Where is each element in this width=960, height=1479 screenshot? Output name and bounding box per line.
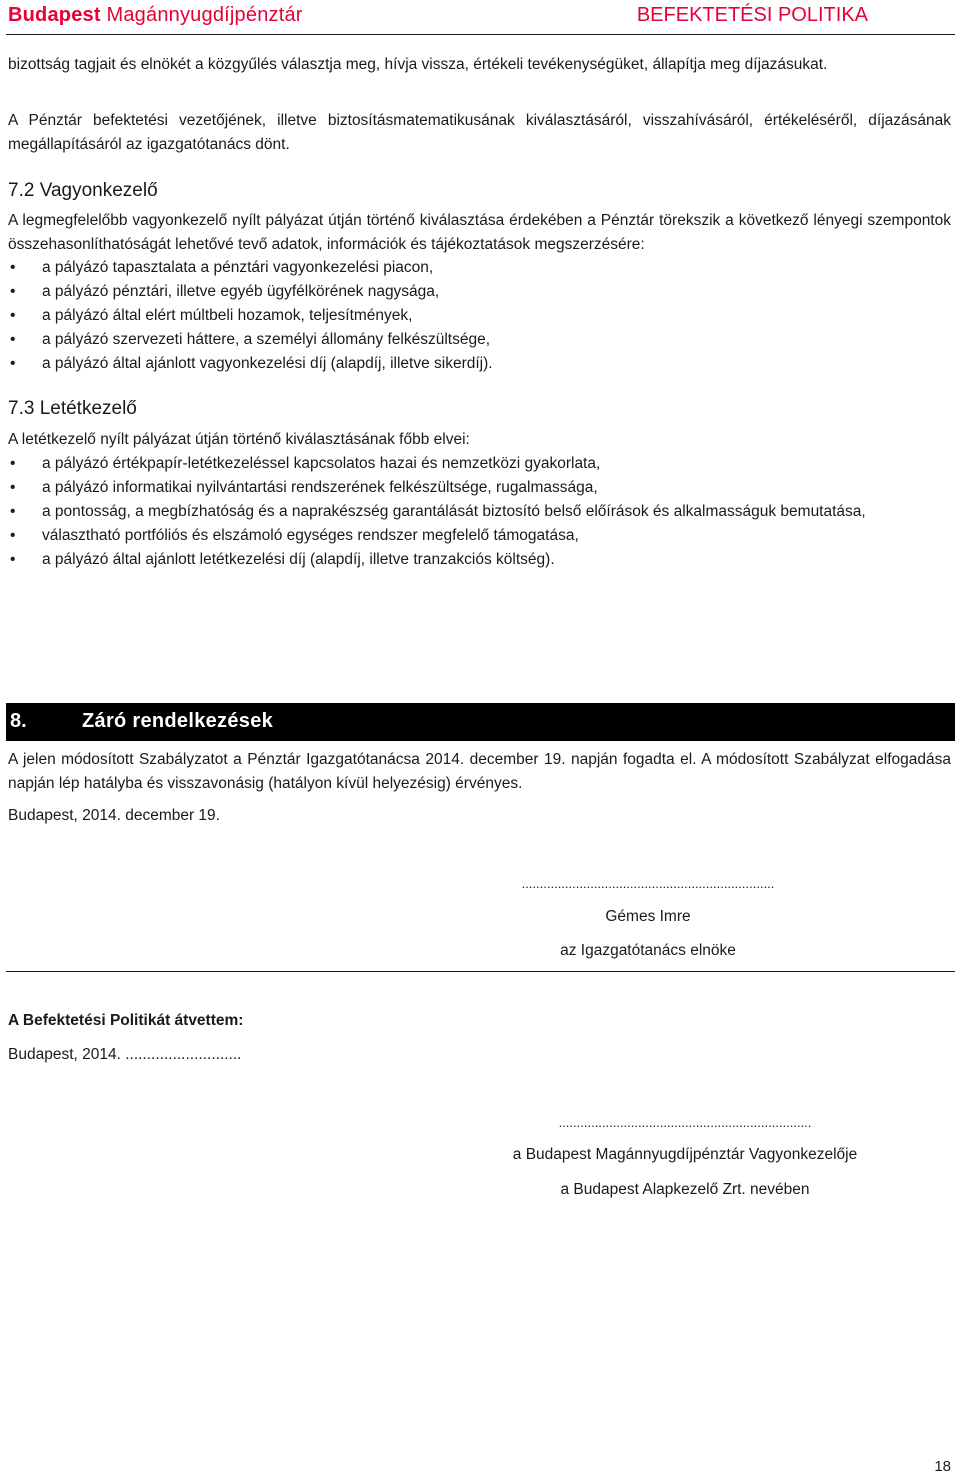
bullet-icon: • <box>10 307 16 324</box>
list-item <box>8 328 493 352</box>
brand-name-bold: Budapest <box>8 4 101 26</box>
heading-7-2: 7.2 Vagyonkezelő <box>8 180 158 201</box>
page-number: 18 <box>934 1458 951 1475</box>
list-item-text: a pályázó által ajánlott vagyonkezelési díj (alapdíj, illetve sikerdíj). <box>42 355 493 372</box>
page-header <box>0 0 960 32</box>
signature-2-line: ...................................................................... <box>558 1115 812 1130</box>
receipt-heading: A Befektetési Politikát átvettem: <box>8 1012 244 1029</box>
brand-name-rest: Magánnyugdíjpénztár <box>106 4 303 26</box>
signature-1-role: az Igazgatótanács elnöke <box>560 942 736 959</box>
section-7-3-lead: A letétkezelő nyílt pályázat útján történő kiválasztásának főbb elvei: <box>8 431 470 448</box>
document-title: BEFEKTETÉSI POLITIKA <box>636 4 868 26</box>
intro-paragraph-2: A Pénztár befektetési vezetőjének, illetve biztosításmatematikusának kiválasztásáról, visszahívásáról, értékeléséről, díjazásának megállapításáról az igazgatótanács dönt. <box>8 112 951 153</box>
list-item-text: a pályázó értékpapír-letétkezeléssel kapcsolatos hazai és nemzetközi gyakorlata, <box>42 455 601 472</box>
list-item <box>8 500 866 524</box>
list-item <box>8 304 493 328</box>
list-item <box>8 452 866 476</box>
bullet-icon: • <box>10 479 16 496</box>
section-8-heading-bar <box>6 703 955 741</box>
heading-7-3: 7.3 Letétkezelő <box>8 398 137 419</box>
list-item-text: a pályázó pénztári, illetve egyéb ügyfélkörének nagysága, <box>42 283 440 300</box>
signature-1-line: ...................................................................... <box>521 876 775 891</box>
section-7-3-list <box>8 452 866 572</box>
intro-paragraph-1: bizottság tagjait és elnökét a közgyűlés választja meg, hívja vissza, értékeli tevékenységüket, állapítja meg díjazásukat. <box>8 56 828 73</box>
bullet-icon: • <box>10 259 16 276</box>
section-8-place-date: Budapest, 2014. december 19. <box>8 807 220 824</box>
section-title: Záró rendelkezések <box>82 710 274 732</box>
signature-1-name: Gémes Imre <box>605 908 691 925</box>
receipt-place-date: Budapest, 2014. ........................... <box>8 1046 242 1063</box>
list-item <box>8 256 493 280</box>
list-item-text: a pályázó szervezeti háttere, a személyi állomány felkészültsége, <box>42 331 490 348</box>
list-item <box>8 548 866 572</box>
list-item <box>8 280 493 304</box>
list-item-text: a pályázó által ajánlott letétkezelési díj (alapdíj, illetve tranzakciós költség). <box>42 551 555 568</box>
list-item-text: a pályázó tapasztalata a pénztári vagyonkezelési piacon, <box>42 259 434 276</box>
signature-2-line-2: a Budapest Alapkezelő Zrt. nevében <box>560 1181 810 1198</box>
section-7-2-lead: A legmegfelelőbb vagyonkezelő nyílt pályázat útján történő kiválasztása érdekében a Pénztár törekszik a következő lényegi szempontok összehasonlíthatóságát lehetővé tevő adatok, információk és tájékoztatások megszerzésére: <box>8 212 951 253</box>
list-item-text: a pályázó informatikai nyilvántartási rendszerének felkészültsége, rugalmassága, <box>42 479 598 496</box>
signature-divider <box>6 971 955 972</box>
bullet-icon: • <box>10 527 16 544</box>
brand-name <box>8 4 303 27</box>
list-item-text: a pályázó által elért múltbeli hozamok, teljesítmények, <box>42 307 413 324</box>
list-item <box>8 524 866 548</box>
list-item <box>8 352 493 376</box>
list-item-text: a pontosság, a megbízhatóság és a naprakészség garantálását biztosító belső előírások és alkalmasságuk bemutatása, <box>42 503 866 520</box>
bullet-icon: • <box>10 355 16 372</box>
header-divider <box>6 34 955 35</box>
section-8-body: A jelen módosított Szabályzatot a Pénztár Igazgatótanácsa 2014. december 19. napján fogadta el. A módosított Szabályzat elfogadása napján lép hatályba és visszavonásig (hatályon kívül helyezésig) érvényes. <box>8 751 951 792</box>
bullet-icon: • <box>10 283 16 300</box>
list-item-text: választható portfóliós és elszámoló egységes rendszer megfelelő támogatása, <box>42 527 579 544</box>
bullet-icon: • <box>10 503 16 520</box>
bullet-icon: • <box>10 551 16 568</box>
section-7-2-list <box>8 256 493 376</box>
bullet-icon: • <box>10 331 16 348</box>
signature-2-line-1: a Budapest Magánnyugdíjpénztár Vagyonkezelője <box>512 1146 858 1163</box>
section-number: 8. <box>10 710 27 732</box>
bullet-icon: • <box>10 455 16 472</box>
list-item <box>8 476 866 500</box>
